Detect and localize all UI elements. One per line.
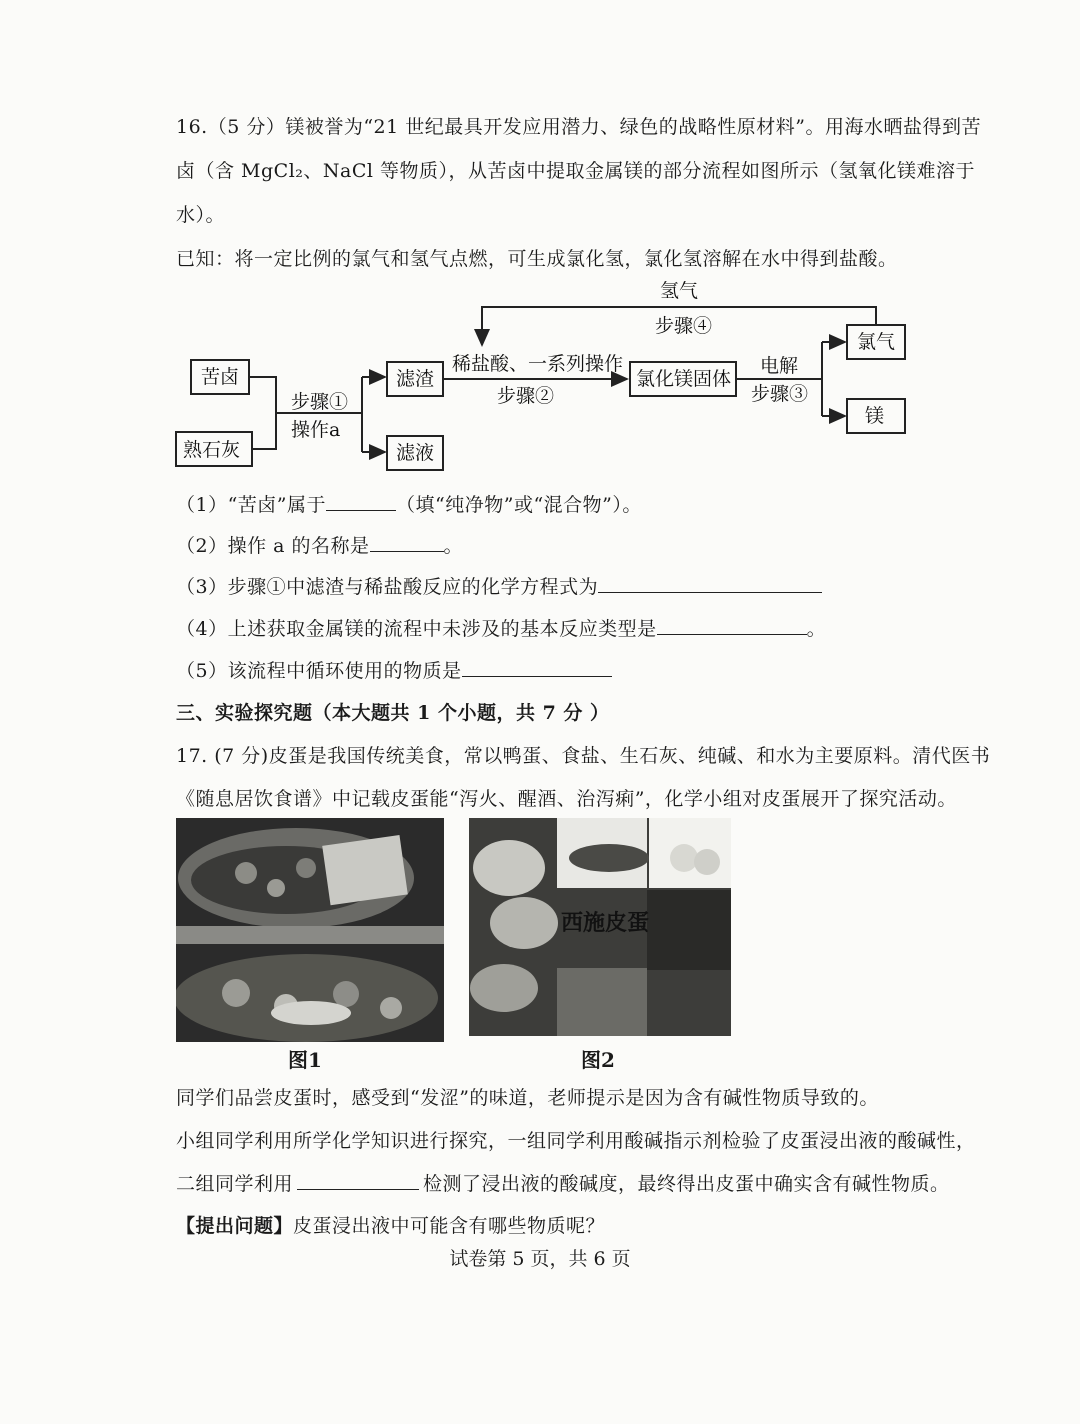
- label-step2-top: 稀盐酸、一系列操作: [452, 353, 624, 375]
- q16-sub3: （3）步骤①中滤渣与稀盐酸反应的化学方程式为: [176, 572, 822, 599]
- q16-sub5: （5）该流程中循环使用的物质是: [176, 656, 612, 683]
- label-step2-bottom: 步骤②: [497, 385, 555, 407]
- label-step3-top: 电解: [760, 355, 799, 377]
- label-mei: 镁: [865, 405, 885, 427]
- q17-para3: 二组同学利用 检测了浸出液的酸碱度，最终得出皮蛋中确实含有碱性物质。: [176, 1173, 950, 1195]
- label-lvzha: 滤渣: [396, 368, 435, 390]
- label-step3-bottom: 步骤③: [751, 383, 809, 405]
- label-shuhuihui: 熟石灰: [183, 439, 241, 461]
- q17-para2: 小组同学利用所学化学知识进行探究，一组同学利用酸碱指示剂检验了皮蛋浸出液的酸碱性，: [176, 1130, 976, 1152]
- answer-blank-6[interactable]: [297, 1171, 419, 1190]
- label-step1-line2: 操作a: [291, 419, 341, 441]
- q16-sub4: （4）上述获取金属镁的流程中未涉及的基本反应类型是 。: [176, 618, 827, 640]
- section3-heading: 三、实验探究题（本大题共 1 个小题，共 7 分 ）: [176, 702, 610, 724]
- answer-blank-5[interactable]: [462, 658, 612, 677]
- answer-blank-3[interactable]: [598, 574, 822, 593]
- figure-2-overlay-text: 西施皮蛋: [561, 911, 650, 936]
- answer-blank-1[interactable]: [326, 492, 396, 511]
- q17-line2: 《随息居饮食谱》中记载皮蛋能“泻火、醒酒、治泻痢”，化学小组对皮蛋展开了探究活动。: [176, 788, 957, 810]
- figure-1-photo: [176, 818, 444, 1042]
- q16-line1: 16.（5 分）镁被誉为“21 世纪最具开发应用潜力、绿色的战略性原材料”。用海水晒盐得到苦: [176, 116, 981, 138]
- q16-line2: 卤（含 MgCl₂、NaCl 等物质），从苦卤中提取金属镁的部分流程如图所示（氢氧化镁难溶于: [176, 160, 975, 182]
- flowchart: [0, 0, 1080, 480]
- page-footer: 试卷第 5 页，共 6 页: [449, 1248, 631, 1270]
- q17-question: 【提出问题】皮蛋浸出液中可能含有哪些物质呢？: [176, 1215, 606, 1237]
- label-kulu: 苦卤: [201, 366, 240, 388]
- question-tag: 【提出问题】: [176, 1215, 294, 1237]
- q16-sub1: （1）“苦卤”属于 （填“纯净物”或“混合物”）。: [176, 494, 642, 516]
- figure-2-caption: 图2: [581, 1048, 615, 1072]
- q17-line1: 17. (7 分)皮蛋是我国传统美食，常以鸭蛋、食盐、生石灰、纯碱、和水为主要原料。清代医书: [176, 745, 991, 767]
- label-lvhuamei: 氯化镁固体: [636, 368, 732, 390]
- q16-known: 已知：将一定比例的氯气和氢气点燃，可生成氯化氢，氯化氢溶解在水中得到盐酸。: [176, 248, 898, 270]
- figure-2-photo: [469, 818, 731, 1036]
- label-loop-top: 氢气: [660, 280, 699, 302]
- q16-line3: 水）。: [176, 204, 226, 226]
- figure-1-caption: 图1: [288, 1048, 322, 1072]
- answer-blank-2[interactable]: [370, 533, 444, 552]
- answer-blank-4[interactable]: [657, 616, 807, 635]
- q17-para1: 同学们品尝皮蛋时，感受到“发涩”的味道，老师提示是因为含有碱性物质导致的。: [176, 1087, 879, 1109]
- q16-sub2: （2）操作 a 的名称是 。: [176, 535, 464, 557]
- label-step1-line1: 步骤①: [291, 391, 349, 413]
- label-lvqi: 氯气: [857, 331, 896, 353]
- label-loop-bottom: 步骤④: [655, 315, 713, 337]
- label-lvye: 滤液: [396, 442, 435, 464]
